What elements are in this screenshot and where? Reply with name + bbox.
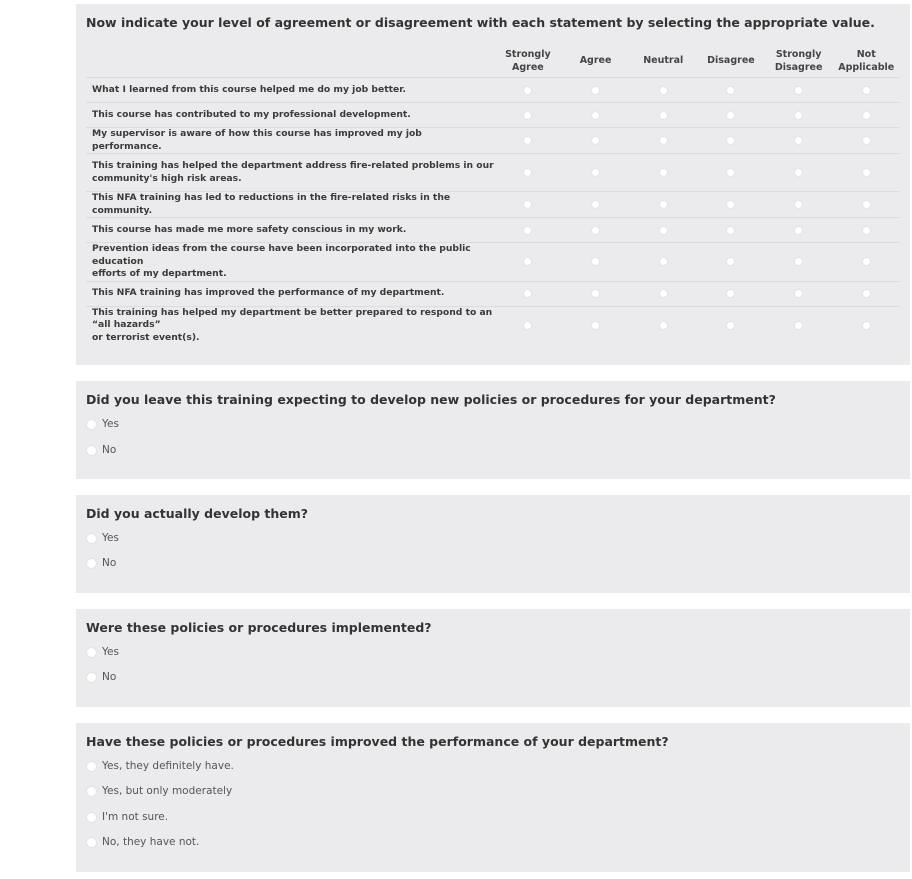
radio-button[interactable]: [862, 257, 871, 266]
radio-button[interactable]: [794, 86, 803, 95]
radio-button[interactable]: [591, 200, 600, 209]
radio-button[interactable]: [86, 445, 97, 456]
radio-button[interactable]: [523, 321, 532, 330]
radio-button[interactable]: [794, 168, 803, 177]
option-have-not[interactable]: [86, 834, 199, 850]
matrix-cell: [562, 243, 630, 282]
matrix-row: [86, 78, 900, 103]
radio-button[interactable]: [86, 786, 97, 797]
question-panel-implemented: [76, 609, 910, 707]
matrix-cell: [697, 154, 765, 192]
radio-button[interactable]: [86, 558, 97, 569]
radio-button[interactable]: [659, 226, 668, 235]
matrix-cell: [765, 192, 833, 218]
radio-button[interactable]: [659, 200, 668, 209]
statement-text: [86, 103, 494, 128]
radio-button[interactable]: [862, 226, 871, 235]
matrix-cell: [832, 103, 900, 128]
statement-text: [86, 306, 494, 344]
radio-button[interactable]: [591, 86, 600, 95]
matrix-row: [86, 306, 900, 344]
matrix-cell: [832, 243, 900, 282]
matrix-cell: [562, 154, 630, 192]
matrix-cell: [494, 192, 562, 218]
column-header-line: Disagree: [707, 55, 755, 66]
statement-text: [86, 218, 494, 243]
radio-button[interactable]: [86, 761, 97, 772]
question-title: Did you actually develop them?: [86, 506, 309, 521]
matrix-cell: [494, 78, 562, 103]
option-label: No: [102, 444, 117, 456]
column-header-line: Applicable: [838, 61, 895, 73]
radio-button[interactable]: [86, 533, 97, 544]
matrix-cell: [765, 128, 833, 154]
radio-button[interactable]: [726, 111, 735, 120]
radio-button[interactable]: [659, 86, 668, 95]
statement-line: This course has contributed to my professional development.: [92, 108, 411, 120]
radio-button[interactable]: [523, 136, 532, 145]
question-panel-actually-develop: [76, 495, 910, 593]
statement-text: [86, 128, 494, 154]
matrix-cell: [697, 128, 765, 154]
radio-button[interactable]: [862, 168, 871, 177]
column-header-line: Strongly: [505, 48, 551, 60]
question-panel-expect-develop: [76, 381, 910, 479]
radio-button[interactable]: [862, 136, 871, 145]
matrix-row: [86, 128, 900, 154]
agreement-matrix: [86, 44, 900, 344]
matrix-cell: [765, 243, 833, 282]
option-label: No: [102, 557, 117, 569]
matrix-cell: [629, 281, 697, 306]
radio-button[interactable]: [794, 289, 803, 298]
radio-button[interactable]: [523, 226, 532, 235]
matrix-row: [86, 154, 900, 192]
statement-line: This training has helped the department address fire-related problems in our: [92, 160, 494, 171]
radio-button[interactable]: [523, 200, 532, 209]
option-no[interactable]: [86, 555, 116, 571]
option-label: Yes, they definitely have.: [102, 760, 234, 772]
statement-text: [86, 192, 494, 218]
matrix-cell: [629, 306, 697, 344]
radio-button[interactable]: [523, 257, 532, 266]
matrix-cell: [832, 281, 900, 306]
option-label: I'm not sure.: [102, 811, 169, 823]
radio-button[interactable]: [523, 289, 532, 298]
option-yes[interactable]: [86, 644, 119, 660]
radio-button[interactable]: [862, 111, 871, 120]
option-label: Yes: [102, 418, 119, 430]
radio-button[interactable]: [591, 321, 600, 330]
radio-button[interactable]: [523, 168, 532, 177]
option-yes[interactable]: [86, 530, 119, 546]
option-label: No: [102, 671, 117, 683]
statement-line: My supervisor is aware of how this course has improved my job performance.: [92, 128, 422, 152]
option-label: No, they have not.: [102, 836, 200, 848]
radio-button[interactable]: [86, 419, 97, 430]
matrix-cell: [562, 78, 630, 103]
column-header-line: Agree: [579, 55, 612, 66]
matrix-cell: [697, 218, 765, 243]
matrix-cell: [494, 218, 562, 243]
matrix-cell: [765, 281, 833, 306]
column-header-line: Disagree: [774, 61, 823, 73]
radio-button[interactable]: [794, 321, 803, 330]
radio-button[interactable]: [794, 200, 803, 209]
radio-button[interactable]: [794, 257, 803, 266]
matrix-cell: [562, 281, 630, 306]
matrix-header-blank: [86, 44, 494, 78]
radio-button[interactable]: [591, 111, 600, 120]
statement-line: efforts of my department.: [92, 268, 227, 279]
option-moderately[interactable]: [86, 783, 232, 799]
matrix-cell: [629, 243, 697, 282]
radio-button[interactable]: [659, 289, 668, 298]
statement-text: [86, 243, 494, 282]
matrix-question-title: Now indicate your level of agreement or disagreement with each statement by selecting the appropriate value.: [86, 15, 875, 30]
matrix-cell: [832, 306, 900, 344]
matrix-cell: [765, 154, 833, 192]
matrix-cell: [697, 192, 765, 218]
matrix-cell: [629, 218, 697, 243]
matrix-cell: [494, 243, 562, 282]
column-header: [832, 44, 900, 78]
statement-line: This NFA training has improved the performance of my department.: [92, 287, 445, 299]
radio-button[interactable]: [726, 321, 735, 330]
matrix-cell: [697, 78, 765, 103]
option-label: Yes, but only moderately: [102, 785, 233, 797]
agreement-matrix-panel: [76, 4, 910, 365]
matrix-row: [86, 281, 900, 306]
radio-button[interactable]: [86, 647, 97, 658]
option-no[interactable]: [86, 669, 116, 685]
matrix-cell: [494, 281, 562, 306]
option-definitely[interactable]: [86, 758, 234, 774]
matrix-cell: [765, 78, 833, 103]
radio-button[interactable]: [659, 136, 668, 145]
radio-button[interactable]: [726, 200, 735, 209]
radio-button[interactable]: [726, 168, 735, 177]
option-label: Yes: [102, 646, 119, 658]
radio-button[interactable]: [86, 812, 97, 823]
radio-button[interactable]: [794, 111, 803, 120]
statement-line: This NFA training has led to reductions in the fire-related risks in the community.: [92, 192, 451, 216]
statement-line: This course has made me more safety conscious in my work.: [92, 223, 407, 235]
matrix-cell: [562, 192, 630, 218]
matrix-cell: [562, 128, 630, 154]
matrix-row: [86, 243, 900, 282]
matrix-cell: [697, 306, 765, 344]
matrix-cell: [765, 218, 833, 243]
matrix-cell: [562, 306, 630, 344]
radio-button[interactable]: [726, 136, 735, 145]
radio-button[interactable]: [862, 289, 871, 298]
radio-button[interactable]: [86, 672, 97, 683]
radio-button[interactable]: [659, 111, 668, 120]
radio-button[interactable]: [591, 226, 600, 235]
radio-button[interactable]: [726, 289, 735, 298]
radio-button[interactable]: [523, 86, 532, 95]
radio-button[interactable]: [794, 136, 803, 145]
matrix-cell: [629, 154, 697, 192]
statement-line: or terrorist event(s).: [92, 331, 200, 343]
radio-button[interactable]: [862, 321, 871, 330]
radio-button[interactable]: [794, 226, 803, 235]
radio-button[interactable]: [591, 168, 600, 177]
matrix-cell: [832, 128, 900, 154]
matrix-cell: [832, 78, 900, 103]
matrix-header-row: [86, 44, 900, 78]
radio-button[interactable]: [591, 257, 600, 266]
matrix-cell: [629, 78, 697, 103]
column-header: [697, 44, 765, 78]
radio-button[interactable]: [862, 86, 871, 95]
column-header-line: Neutral: [643, 55, 684, 66]
option-not-sure[interactable]: [86, 809, 168, 825]
matrix-cell: [629, 192, 697, 218]
statement-line: community's high risk areas.: [92, 172, 242, 184]
column-header-line: Not: [856, 48, 876, 60]
matrix-cell: [832, 218, 900, 243]
radio-button[interactable]: [726, 226, 735, 235]
matrix-cell: [494, 154, 562, 192]
matrix-cell: [562, 218, 630, 243]
radio-button[interactable]: [591, 289, 600, 298]
option-yes[interactable]: [86, 416, 119, 432]
radio-button[interactable]: [659, 321, 668, 330]
matrix-cell: [697, 103, 765, 128]
radio-button[interactable]: [86, 837, 97, 848]
matrix-cell: [765, 306, 833, 344]
matrix-cell: [494, 306, 562, 344]
radio-button[interactable]: [862, 200, 871, 209]
column-header-line: Agree: [512, 61, 544, 73]
column-header: [629, 44, 697, 78]
column-header-line: Strongly: [775, 48, 822, 60]
radio-button[interactable]: [523, 111, 532, 120]
matrix-cell: [629, 128, 697, 154]
radio-button[interactable]: [591, 136, 600, 145]
matrix-row: [86, 218, 900, 243]
matrix-row: [86, 192, 900, 218]
column-header: [765, 44, 833, 78]
option-no[interactable]: [86, 442, 116, 458]
radio-button[interactable]: [726, 86, 735, 95]
matrix-cell: [697, 243, 765, 282]
statement-line: Prevention ideas from the course have been incorporated into the public education: [92, 243, 471, 267]
option-label: Yes: [102, 532, 119, 544]
matrix-row: [86, 103, 900, 128]
question-title: Were these policies or procedures implemented?: [86, 620, 432, 635]
question-panel-improved-performance: [76, 723, 910, 872]
matrix-cell: [697, 281, 765, 306]
statement-text: [86, 78, 494, 103]
column-header: [562, 44, 630, 78]
question-title: Have these policies or procedures improved the performance of your department?: [86, 734, 669, 749]
column-header: [494, 44, 562, 78]
statement-line: What I learned from this course helped me do my job better.: [92, 83, 406, 95]
matrix-cell: [494, 128, 562, 154]
matrix-cell: [562, 103, 630, 128]
statement-line: This training has helped my department be better prepared to respond to an “all hazards”: [92, 306, 493, 330]
matrix-cell: [765, 103, 833, 128]
radio-button[interactable]: [659, 168, 668, 177]
matrix-cell: [832, 154, 900, 192]
matrix-cell: [629, 103, 697, 128]
matrix-cell: [832, 192, 900, 218]
matrix-cell: [494, 103, 562, 128]
statement-text: [86, 281, 494, 306]
statement-text: [86, 154, 494, 192]
radio-button[interactable]: [726, 257, 735, 266]
question-title: Did you leave this training expecting to develop new policies or procedures for your department?: [86, 392, 776, 407]
radio-button[interactable]: [659, 257, 668, 266]
